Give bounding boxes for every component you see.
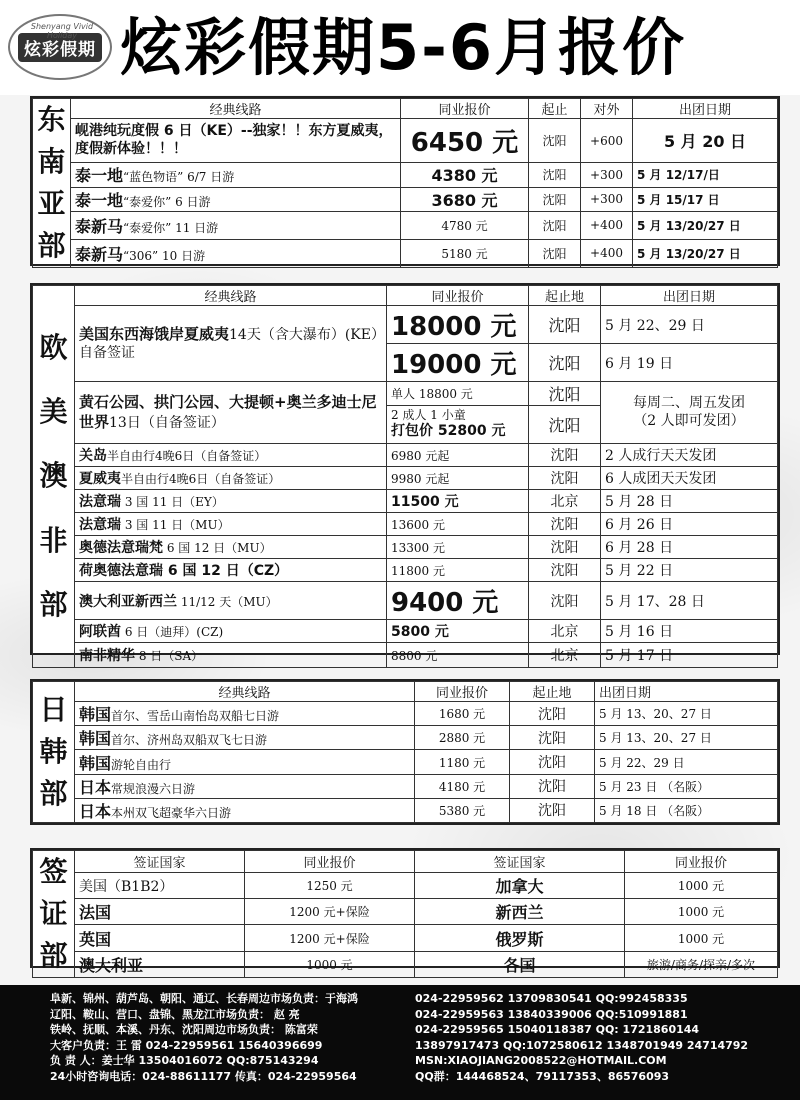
departure-date: 5 月 18 日 （名阪） bbox=[595, 798, 778, 822]
column-header: 起止 bbox=[529, 99, 581, 119]
departure-date: 每周二、周五发团 bbox=[633, 395, 745, 411]
price: 1680 元 bbox=[415, 702, 510, 726]
contact-line bbox=[50, 1022, 800, 1038]
column-header: 出团日期 bbox=[601, 286, 778, 306]
extra-price: +300 bbox=[581, 163, 633, 187]
visa-price: 1000 元 bbox=[625, 925, 778, 951]
contact-region: 大客户负责：王 雷 024-22959561 15640396699 bbox=[50, 1038, 323, 1052]
contact-numbers: 024-22959562 13709830541 QQ:992458335 bbox=[415, 992, 688, 1005]
section-label: 东南亚部 bbox=[33, 99, 71, 268]
visa-country: 各国 bbox=[415, 951, 625, 977]
city: 沈阳 bbox=[510, 774, 595, 798]
visa-country: 英国 bbox=[75, 925, 245, 951]
column-header: 出团日期 bbox=[633, 99, 778, 119]
route-sub: “泰爱你” 6 日游 bbox=[123, 194, 211, 209]
price: 打包价 52800 元 bbox=[391, 423, 506, 440]
route-main: 泰新马 bbox=[75, 216, 124, 236]
route-sub: “306” 10 日游 bbox=[123, 248, 206, 263]
route-sub: 6 日（迪拜）(CZ) bbox=[121, 625, 224, 639]
price: 9980 元起 bbox=[387, 467, 529, 490]
table-row bbox=[33, 559, 778, 582]
departure-date: 5 月 22 日 bbox=[601, 559, 778, 582]
table-row bbox=[33, 490, 778, 513]
departure-date: 2 人成行天天发团 bbox=[601, 444, 778, 467]
city: 沈阳 bbox=[529, 239, 581, 267]
contact-numbers: 024-22959565 15040118387 QQ: 1721860144 bbox=[415, 1023, 700, 1036]
city: 沈阳 bbox=[510, 750, 595, 774]
departure-date: 5 月 22、29 日 bbox=[601, 306, 778, 344]
table-row bbox=[33, 620, 778, 643]
route-main: 泰一地 bbox=[75, 166, 124, 186]
contact-numbers: 13897917473 QQ:1072580612 1348701949 24714792 bbox=[415, 1038, 749, 1052]
departure-date: 6 人成团天天发团 bbox=[601, 467, 778, 490]
contact-numbers: QQ群：144468524、79117353、86576093 bbox=[415, 1069, 670, 1083]
route-sub: “泰爱你” 11 日游 bbox=[123, 220, 219, 235]
price: 4180 元 bbox=[415, 774, 510, 798]
table-row bbox=[33, 163, 778, 187]
column-header: 同业报价 bbox=[625, 851, 778, 873]
price: 9400 元 bbox=[387, 582, 529, 620]
route-main: 法意瑞 bbox=[79, 494, 121, 510]
route-main: 黄石公园、拱门公园、大提顿+奥兰多迪士尼世界 bbox=[79, 393, 377, 431]
price: 13600 元 bbox=[387, 513, 529, 536]
price: 13300 元 bbox=[387, 536, 529, 559]
contact-region: 辽阳、鞍山、营口、盘锦、黑龙江市场负责： 赵 亮 bbox=[50, 1007, 300, 1021]
route-main: 南非精华 bbox=[79, 648, 135, 664]
city: 沈阳 bbox=[529, 306, 601, 344]
departure-date: 5 月 28 日 bbox=[601, 490, 778, 513]
extra-price: +600 bbox=[581, 119, 633, 163]
departure-date: 5 月 13、20、27 日 bbox=[595, 702, 778, 726]
departure-date: 5 月 15/17 日 bbox=[633, 187, 778, 211]
price: 单人 18800 元 bbox=[387, 382, 529, 406]
route-main: 关岛 bbox=[79, 448, 107, 464]
contact-footer bbox=[0, 985, 800, 1100]
route-sub: 14天（含大瀑布）(KE）自备签证 bbox=[79, 327, 378, 361]
route-main: 荷奥德法意瑞 6 国 12 日（CZ） bbox=[79, 563, 289, 579]
table-row bbox=[33, 643, 778, 668]
table-row bbox=[33, 513, 778, 536]
table-row bbox=[33, 774, 778, 798]
price: 6450 元 bbox=[401, 119, 529, 163]
logo-text: 炫彩假期 bbox=[18, 33, 102, 62]
route-sub: “蓝色物语” 6/7 日游 bbox=[123, 170, 235, 185]
city: 沈阳 bbox=[529, 211, 581, 239]
column-header: 出团日期 bbox=[595, 682, 778, 702]
city: 沈阳 bbox=[529, 344, 601, 382]
price: 8800 元 bbox=[387, 643, 529, 668]
table-row bbox=[33, 726, 778, 750]
visa-price: 1000 元 bbox=[625, 899, 778, 925]
column-header: 签证国家 bbox=[415, 851, 625, 873]
route-main: 韩国 bbox=[79, 729, 112, 749]
price: 11500 元 bbox=[387, 490, 529, 513]
city: 沈阳 bbox=[529, 163, 581, 187]
column-header: 起止地 bbox=[510, 682, 595, 702]
column-header: 经典线路 bbox=[75, 286, 387, 306]
column-header: 起止地 bbox=[529, 286, 601, 306]
city: 沈阳 bbox=[510, 798, 595, 822]
price: 4380 元 bbox=[401, 163, 529, 187]
column-header: 经典线路 bbox=[75, 682, 415, 702]
contact-region: 负 责 人：姜士华 13504016072 QQ:875143294 bbox=[50, 1054, 319, 1067]
departure-date: 5 月 17、28 日 bbox=[601, 582, 778, 620]
contact-region: 铁岭、抚顺、本溪、丹东、沈阳周边市场负责： 陈富荣 bbox=[50, 1023, 318, 1036]
visa-country: 澳大利亚 bbox=[75, 951, 245, 977]
price: 11800 元 bbox=[387, 559, 529, 582]
contact-line bbox=[50, 1007, 800, 1023]
section-label: 签证部 bbox=[33, 851, 75, 978]
city: 沈阳 bbox=[510, 702, 595, 726]
table-row bbox=[33, 382, 778, 406]
extra-price: +400 bbox=[581, 211, 633, 239]
table-row bbox=[33, 750, 778, 774]
contact-numbers: MSN:XIAOJIANG2008522@HOTMAIL.COM bbox=[415, 1054, 667, 1067]
departure-date: 5 月 13/20/27 日 bbox=[633, 239, 778, 267]
visa-price: 1200 元+保险 bbox=[245, 899, 415, 925]
city: 北京 bbox=[529, 490, 601, 513]
visa-price: 1200 元+保险 bbox=[245, 925, 415, 951]
route-sub: 3 国 11 日（MU） bbox=[121, 518, 230, 532]
route-sub: 半自由行4晚6日（自备签证） bbox=[107, 449, 267, 463]
route-main: 阿联酋 bbox=[79, 624, 121, 640]
table-row bbox=[33, 467, 778, 490]
table-row bbox=[33, 211, 778, 239]
visa-country: 美国（B1B2） bbox=[75, 872, 245, 898]
logo bbox=[8, 14, 112, 80]
departure-date: 5 月 20 日 bbox=[633, 119, 778, 163]
contact-line bbox=[50, 991, 800, 1007]
table-row bbox=[33, 872, 778, 898]
route-sub: 常规浪漫六日游 bbox=[111, 781, 196, 796]
price: 3680 元 bbox=[401, 187, 529, 211]
section-label: 日韩部 bbox=[33, 682, 75, 823]
price-note: 2 成人 1 小童 bbox=[391, 408, 466, 423]
table-row bbox=[33, 187, 778, 211]
column-header: 同业报价 bbox=[387, 286, 529, 306]
city: 沈阳 bbox=[529, 559, 601, 582]
route-main: 韩国 bbox=[79, 753, 112, 773]
table-row bbox=[33, 899, 778, 925]
price: 5180 元 bbox=[401, 239, 529, 267]
table-row bbox=[33, 536, 778, 559]
departure-date: 5 月 17 日 bbox=[601, 643, 778, 668]
column-header: 同业报价 bbox=[415, 682, 510, 702]
logo-subtitle: Shenyang Vivid Holiday bbox=[30, 22, 94, 40]
route-main: 泰新马 bbox=[75, 244, 124, 264]
contact-region: 阜新、锦州、葫芦岛、朝阳、通辽、长春周边市场负责：于海鸿 bbox=[50, 992, 358, 1005]
column-header: 签证国家 bbox=[75, 851, 245, 873]
city: 沈阳 bbox=[529, 119, 581, 163]
departure-date: 5 月 23 日 （名阪） bbox=[595, 774, 778, 798]
departure-date: 5 月 12/17/日 bbox=[633, 163, 778, 187]
table-row bbox=[33, 119, 778, 163]
city: 沈阳 bbox=[529, 187, 581, 211]
route-main: 法意瑞 bbox=[79, 517, 121, 533]
departure-date: 5 月 13、20、27 日 bbox=[595, 726, 778, 750]
column-header: 同业报价 bbox=[401, 99, 529, 119]
table-row bbox=[33, 444, 778, 467]
column-header: 对外 bbox=[581, 99, 633, 119]
city: 北京 bbox=[529, 643, 601, 668]
route-sub: 3 国 11 日（EY） bbox=[121, 495, 224, 509]
visa-country: 加拿大 bbox=[415, 872, 625, 898]
route-sub: 6 国 12 日（MU） bbox=[163, 541, 272, 555]
price: 19000 元 bbox=[387, 344, 529, 382]
table-row bbox=[33, 239, 778, 267]
route-main: 泰一地 bbox=[75, 190, 124, 210]
visa-price: 1000 元 bbox=[245, 951, 415, 977]
city: 北京 bbox=[529, 620, 601, 643]
route-sub: 游轮自由行 bbox=[111, 757, 172, 772]
departure-date: 5 月 13/20/27 日 bbox=[633, 211, 778, 239]
route-sub: 11/12 天（MU） bbox=[177, 594, 278, 609]
departure-date: 6 月 28 日 bbox=[601, 536, 778, 559]
europe-america-panel bbox=[30, 283, 780, 664]
city: 沈阳 bbox=[529, 382, 601, 406]
extra-price: +400 bbox=[581, 239, 633, 267]
table-row bbox=[33, 798, 778, 822]
route-sub: 半自由行4晚6日（自备签证） bbox=[121, 472, 281, 486]
city: 沈阳 bbox=[510, 726, 595, 750]
city: 沈阳 bbox=[529, 536, 601, 559]
city: 沈阳 bbox=[529, 444, 601, 467]
price: 5380 元 bbox=[415, 798, 510, 822]
extra-price: +300 bbox=[581, 187, 633, 211]
contact-region: 24小时咨询电话：024-88611177 传真：024-22959564 bbox=[50, 1069, 357, 1083]
city: 沈阳 bbox=[529, 582, 601, 620]
table-row bbox=[33, 702, 778, 726]
route-main: 美国东西海饿岸夏威夷 bbox=[79, 325, 230, 343]
route: 岘港纯玩度假 6 日（KE）--独家！！东方夏威夷，度假新体验！！！ bbox=[71, 119, 401, 163]
visa-price: 1250 元 bbox=[245, 872, 415, 898]
price: 2880 元 bbox=[415, 726, 510, 750]
price: 18000 元 bbox=[387, 306, 529, 344]
table-row bbox=[33, 306, 778, 344]
route-main: 澳大利亚新西兰 bbox=[79, 593, 177, 610]
contact-line bbox=[50, 1053, 800, 1069]
departure-date: 6 月 26 日 bbox=[601, 513, 778, 536]
city: 沈阳 bbox=[529, 467, 601, 490]
city: 沈阳 bbox=[529, 406, 601, 444]
route-main: 日本 bbox=[79, 801, 112, 821]
table-row bbox=[33, 925, 778, 951]
visa-country: 新西兰 bbox=[415, 899, 625, 925]
departure-date: 5 月 22、29 日 bbox=[595, 750, 778, 774]
departure-date: 5 月 16 日 bbox=[601, 620, 778, 643]
route-main: 奥德法意瑞梵 bbox=[79, 540, 163, 556]
column-header: 同业报价 bbox=[245, 851, 415, 873]
contact-line bbox=[50, 1038, 800, 1054]
price: 4780 元 bbox=[401, 211, 529, 239]
route-sub: 首尔、雪岳山南怡岛双船七日游 bbox=[111, 709, 280, 724]
price: 5800 元 bbox=[387, 620, 529, 643]
table-row bbox=[33, 951, 778, 977]
section-label: 欧美澳非部 bbox=[33, 286, 75, 668]
visa-price: 旅游/商务/探亲/多次 bbox=[625, 951, 778, 977]
price: 6980 元起 bbox=[387, 444, 529, 467]
column-header: 经典线路 bbox=[71, 99, 401, 119]
city: 沈阳 bbox=[529, 513, 601, 536]
route-sub: 本州双飞超豪华六日游 bbox=[111, 805, 232, 820]
route-main: 韩国 bbox=[79, 705, 112, 725]
price: 1180 元 bbox=[415, 750, 510, 774]
visa-country: 法国 bbox=[75, 899, 245, 925]
visa-country: 俄罗斯 bbox=[415, 925, 625, 951]
table-row bbox=[33, 582, 778, 620]
header bbox=[0, 0, 800, 95]
route-main: 夏威夷 bbox=[79, 471, 121, 487]
departure-date-note: （2 人即可发团） bbox=[633, 412, 745, 429]
visa-panel bbox=[30, 848, 780, 975]
visa-price: 1000 元 bbox=[625, 872, 778, 898]
contact-line bbox=[50, 1069, 800, 1085]
page-title: 炫彩假期5-6月报价 bbox=[120, 11, 687, 84]
contact-numbers: 024-22959563 13840339006 QQ:510991881 bbox=[415, 1007, 688, 1021]
route-sub: 8 日（SA） bbox=[135, 649, 204, 663]
southeast-asia-panel bbox=[30, 96, 780, 266]
route-sub: 13日（自备签证） bbox=[109, 414, 225, 431]
route-sub: 首尔、济州岛双船双飞七日游 bbox=[111, 733, 268, 748]
route-main: 日本 bbox=[79, 777, 112, 797]
departure-date: 6 月 19 日 bbox=[601, 344, 778, 382]
japan-korea-panel bbox=[30, 679, 780, 825]
